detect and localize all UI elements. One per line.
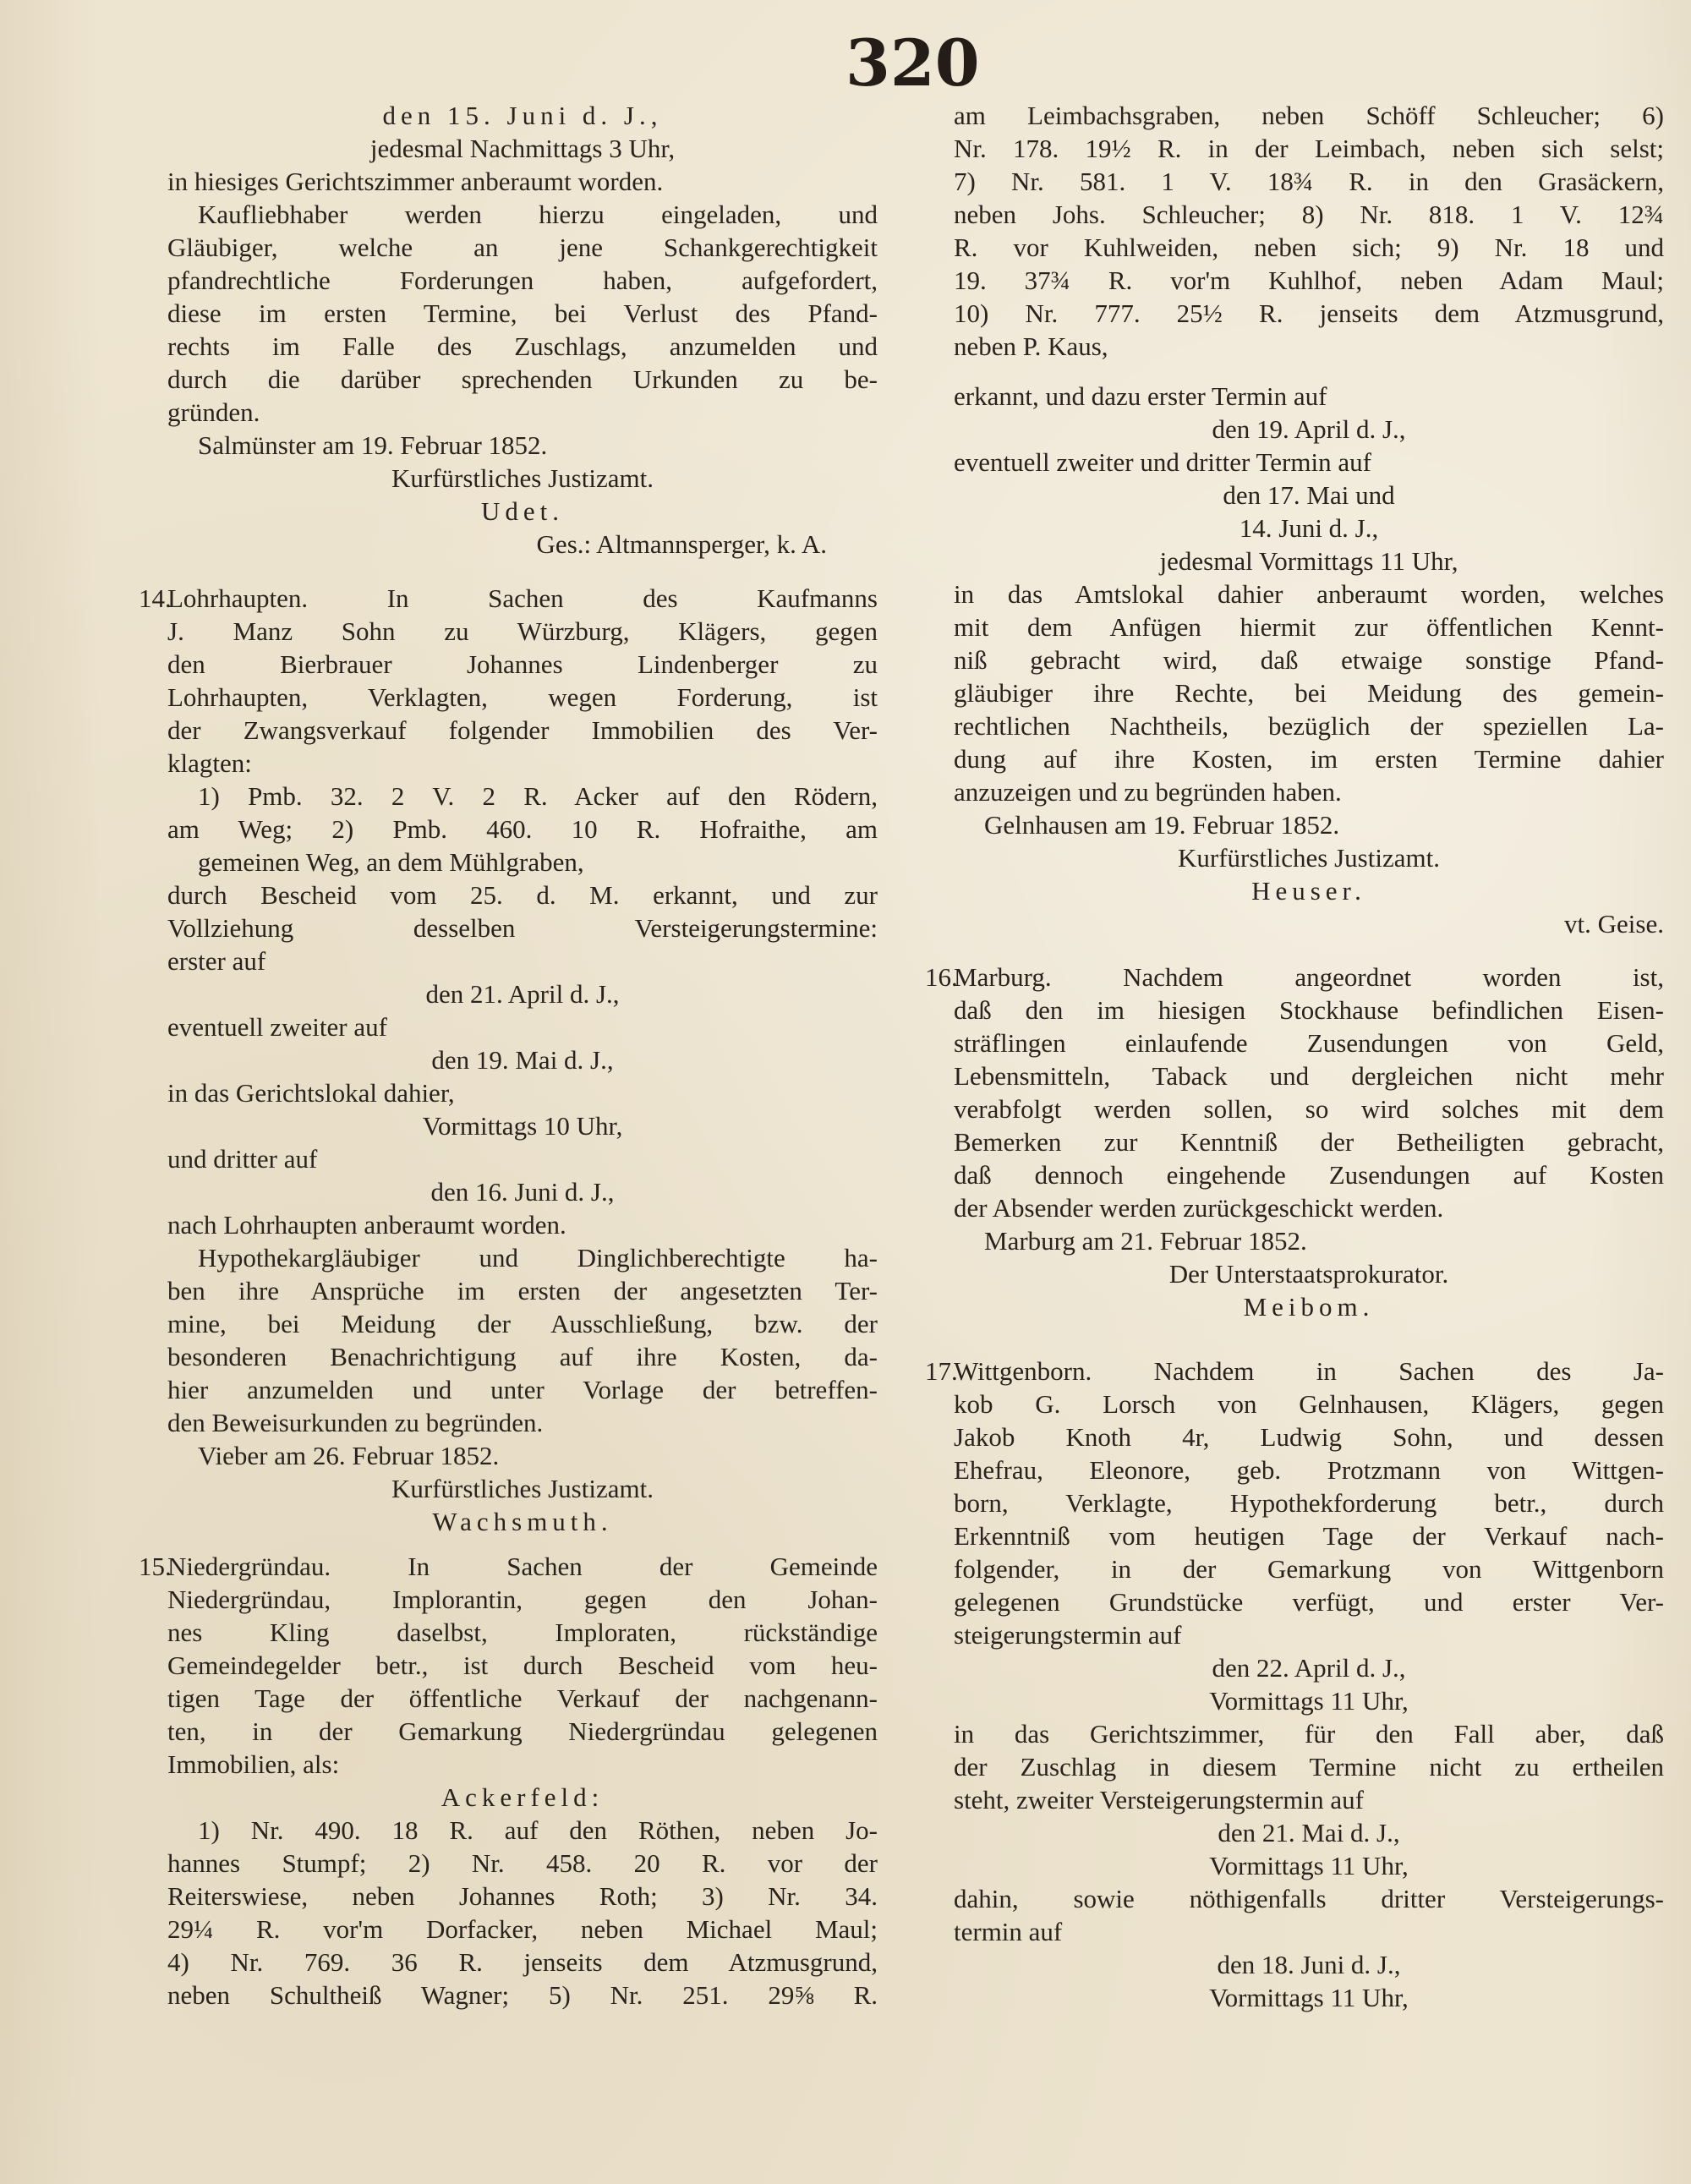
text-line: Vieber am 26. Februar 1852.	[198, 1441, 500, 1470]
text-line: den 18. Juni d. J.,	[1217, 1950, 1401, 1979]
text-line: 7) Nr. 581. 1 V. 18¾ R. in den Grasäckern,	[954, 167, 1664, 196]
text-line: R. vor Kuhlweiden, neben sich; 9) Nr. 18 und	[954, 233, 1664, 262]
text-line: Niedergründau, Implorantin, gegen den Johan-	[167, 1585, 878, 1614]
text-line: jedesmal Vormittags 11 Uhr,	[1159, 546, 1458, 576]
text-line: Salmünster am 19. Februar 1852.	[198, 430, 548, 460]
text-line: am Leimbachsgraben, neben Schöff Schleucher; 6)	[954, 101, 1664, 130]
text-line: steht, zweiter Versteigerungstermin auf	[954, 1785, 1364, 1815]
text-line: durch die darüber sprechenden Urkunden zu be-	[167, 364, 878, 394]
text-line: Hypothekargläubiger und Dinglichberechtigte ha-	[198, 1243, 878, 1273]
text-line: Vollziehung desselben Versteigerungstermine:	[167, 913, 878, 943]
text-line: in hiesiges Gerichtszimmer anberaumt worden.	[167, 167, 664, 196]
text-line: den 19. April d. J.,	[1212, 414, 1406, 444]
text-line: J. Manz Sohn zu Würzburg, Klägers, gegen	[167, 616, 878, 646]
numbered-heading-line: 14. Lohrhaupten. In Sachen des Kaufmanns	[139, 583, 878, 613]
notice-17-wittgenborn	[925, 1355, 1664, 2014]
text-line: Gläubiger, welche an jene Schankgerechtigkeit	[167, 233, 878, 262]
text-line: dahin, sowie nöthigenfalls dritter Versteigerungs-	[954, 1884, 1664, 1913]
notice-salmuenster-continued	[167, 99, 878, 561]
text-line: den Bierbrauer Johannes Lindenberger zu	[167, 649, 878, 679]
text-line: Heuser.	[1251, 876, 1366, 906]
text-line: den 19. Mai d. J.,	[431, 1045, 614, 1075]
text-line: der Zuschlag in diesem Termine nicht zu ertheilen	[954, 1752, 1664, 1782]
text-line: am Weg; 2) Pmb. 460. 10 R. Hofraithe, am	[167, 814, 878, 844]
text-line: 1) Nr. 490. 18 R. auf den Röthen, neben Jo-	[198, 1815, 878, 1845]
text-line: den 21. April d. J.,	[425, 979, 620, 1009]
text-line: Erkenntniß vom heutigen Tage der Verkauf nach-	[954, 1521, 1664, 1551]
text-line: hier anzumelden und unter Vorlage der betreffen-	[167, 1375, 878, 1404]
text-line: mit dem Anfügen hiermit zur öffentlichen Kennt-	[954, 612, 1664, 642]
notice-16-marburg	[925, 961, 1664, 1323]
text-line: Marburg. Nachdem angeordnet worden ist,	[954, 962, 1664, 992]
text-line: 14. Juni d. J.,	[1239, 513, 1379, 543]
text-line: erster auf	[167, 946, 266, 976]
text-line: neben P. Kaus,	[954, 331, 1108, 361]
text-line: Immobilien, als:	[167, 1749, 340, 1779]
text-line: erkannt, und dazu erster Termin auf	[954, 381, 1327, 411]
text-line: born, Verklagte, Hypothekforderung betr., durch	[954, 1488, 1664, 1518]
text-line: Jakob Knoth 4r, Ludwig Sohn, und dessen	[954, 1422, 1664, 1452]
text-line: Marburg am 21. Februar 1852.	[984, 1226, 1307, 1256]
text-line: durch Bescheid vom 25. d. M. erkannt, und zur	[167, 880, 878, 910]
text-line: neben Johs. Schleucher; 8) Nr. 818. 1 V. 12¾	[954, 200, 1664, 229]
text-line: rechtlichen Nachtheils, bezüglich der speziellen La-	[954, 711, 1664, 741]
notice-gelnhausen-continued	[954, 99, 1664, 363]
text-line: neben Schultheiß Wagner; 5) Nr. 251. 29⅝ R.	[167, 1980, 878, 2010]
text-line: dung auf ihre Kosten, im ersten Termine dahier	[954, 744, 1664, 774]
text-line: mine, bei Meidung der Ausschließung, bzw. der	[167, 1309, 878, 1338]
text-line: den 21. Mai d. J.,	[1218, 1818, 1400, 1847]
text-line: daß den im hiesigen Stockhause befindlichen Eisen-	[954, 995, 1664, 1025]
notice-gelnhausen-terms	[954, 380, 1664, 940]
text-line: Kaufliebhaber werden hierzu eingeladen, und	[198, 200, 878, 229]
text-line: niß gebracht wird, daß etwaige sonstige Pfand-	[954, 645, 1664, 675]
text-line: ben ihre Ansprüche im ersten der angesetzten Ter-	[167, 1276, 878, 1305]
text-line: ten, in der Gemarkung Niedergründau gelegenen	[167, 1716, 878, 1746]
text-line: Kurfürstliches Justizamt.	[391, 1474, 654, 1503]
text-line: tigen Tage der öffentliche Verkauf der nachgenann-	[167, 1683, 878, 1713]
numbered-heading-line: 16. Marburg. Nachdem angeordnet worden ist,	[925, 962, 1664, 992]
text-line: Gelnhausen am 19. Februar 1852.	[984, 810, 1340, 840]
text-line: daß dennoch eingehende Zusendungen auf Kosten	[954, 1160, 1664, 1190]
text-line: Vormittags 11 Uhr,	[1209, 1686, 1409, 1716]
text-line: und dritter auf	[167, 1144, 318, 1174]
text-line: gemeinen Weg, an dem Mühlgraben,	[198, 847, 584, 877]
text-line: besonderen Benachrichtigung auf ihre Kosten, da-	[167, 1342, 878, 1371]
text-line: den Beweisurkunden zu begründen.	[167, 1408, 544, 1437]
text-line: Lohrhaupten, Verklagten, wegen Forderung, ist	[167, 682, 878, 712]
text-line: klagten:	[167, 748, 252, 778]
text-line: gründen.	[167, 397, 260, 427]
text-line: Vormittags 11 Uhr,	[1209, 1851, 1409, 1880]
text-line: Kurfürstliches Justizamt.	[1178, 843, 1440, 873]
text-line: eventuell zweiter auf	[167, 1012, 387, 1042]
text-line: den 22. April d. J.,	[1212, 1653, 1406, 1683]
text-line: Lohrhaupten. In Sachen des Kaufmanns	[167, 583, 878, 613]
text-line: Wittgenborn. Nachdem in Sachen des Ja-	[954, 1356, 1664, 1386]
text-line: 19. 37¾ R. vor'm Kuhlhof, neben Adam Maul;	[954, 265, 1664, 295]
text-line: verabfolgt werden sollen, so wird solches mit dem	[954, 1094, 1664, 1124]
numbered-heading-line: 15. Niedergründau. In Sachen der Gemeinde	[139, 1552, 878, 1581]
text-line: Der Unterstaatsprokurator.	[1168, 1259, 1449, 1289]
numbered-heading-line: 17. Wittgenborn. Nachdem in Sachen des Ja-	[925, 1356, 1664, 1386]
notice-15-niedergruendau	[139, 1550, 878, 2012]
text-line: diese im ersten Termine, bei Verlust des Pfand-	[167, 298, 878, 328]
text-line: gläubiger ihre Rechte, bei Meidung des gemein-	[954, 678, 1664, 708]
text-line: gelegenen Grundstücke verfügt, und erster Ver-	[954, 1587, 1664, 1617]
text-line: Ges.: Altmannsperger, k. A.	[536, 529, 827, 559]
text-line: Nr. 178. 19½ R. in der Leimbach, neben sich selst;	[954, 134, 1664, 163]
text-line: 10) Nr. 777. 25½ R. jenseits dem Atzmusgrund,	[954, 298, 1664, 328]
text-line: sträflingen einlaufende Zusendungen von Geld,	[954, 1028, 1664, 1058]
text-line: vt. Geise.	[1564, 909, 1664, 939]
text-line: den 16. Juni d. J.,	[430, 1177, 615, 1207]
text-line: Lebensmitteln, Taback und dergleichen nicht mehr	[954, 1061, 1664, 1091]
page-number: 320	[846, 25, 980, 101]
text-line: nes Kling daselbst, Imploraten, rückständige	[167, 1617, 878, 1647]
text-line: pfandrechtliche Forderungen haben, aufgefordert,	[167, 265, 878, 295]
text-line: Ehefrau, Eleonore, geb. Protzmann von Wittgen-	[954, 1455, 1664, 1485]
text-line: Bemerken zur Kenntniß der Betheiligten gebracht,	[954, 1127, 1664, 1157]
text-line: 29¼ R. vor'm Dorfacker, neben Michael Maul;	[167, 1914, 878, 1944]
text-line: den 17. Mai und	[1223, 480, 1395, 510]
text-line: rechts im Falle des Zuschlags, anzumelden und	[167, 331, 878, 361]
text-line: anzuzeigen und zu begründen haben.	[954, 777, 1342, 807]
text-line: Meibom.	[1243, 1292, 1375, 1322]
text-line: Ackerfeld:	[441, 1782, 605, 1812]
text-line: Gemeindegelder betr., ist durch Bescheid vom heu-	[167, 1650, 878, 1680]
text-line: in das Amtslokal dahier anberaumt worden, welches	[954, 579, 1664, 609]
text-line: folgender, in der Gemarkung von Wittgenborn	[954, 1554, 1664, 1584]
text-line: Wachsmuth.	[432, 1507, 613, 1536]
text-line: termin auf	[954, 1917, 1063, 1946]
text-line: der Zwangsverkauf folgender Immobilien des Ver-	[167, 715, 878, 745]
text-line: in das Gerichtszimmer, für den Fall aber, daß	[954, 1719, 1664, 1749]
text-line: 4) Nr. 769. 36 R. jenseits dem Atzmusgrund,	[167, 1947, 878, 1977]
text-line: Reiterswiese, neben Johannes Roth; 3) Nr. 34.	[167, 1881, 878, 1911]
text-line: Kurfürstliches Justizamt.	[391, 463, 654, 493]
text-line: steigerungstermin auf	[954, 1620, 1182, 1650]
text-line: den 15. Juni d. J.,	[382, 101, 663, 130]
text-line: Vormittags 11 Uhr,	[1209, 1983, 1409, 2012]
text-line: der Absender werden zurückgeschickt werden.	[954, 1193, 1444, 1223]
text-line: hannes Stumpf; 2) Nr. 458. 20 R. vor der	[167, 1848, 878, 1878]
text-line: nach Lohrhaupten anberaumt worden.	[167, 1210, 566, 1240]
text-line: eventuell zweiter und dritter Termin auf	[954, 447, 1371, 477]
notice-14-lohrhaupten	[139, 582, 878, 1538]
text-line: in das Gerichtslokal dahier,	[167, 1078, 455, 1108]
text-line: Vormittags 10 Uhr,	[422, 1111, 623, 1141]
text-line: 1) Pmb. 32. 2 V. 2 R. Acker auf den Rödern,	[198, 781, 878, 811]
text-line: jedesmal Nachmittags 3 Uhr,	[369, 134, 676, 163]
text-line: Niedergründau. In Sachen der Gemeinde	[167, 1552, 878, 1581]
text-line: Udet.	[480, 496, 564, 526]
text-line: kob G. Lorsch von Gelnhausen, Klägers, gegen	[954, 1389, 1664, 1419]
